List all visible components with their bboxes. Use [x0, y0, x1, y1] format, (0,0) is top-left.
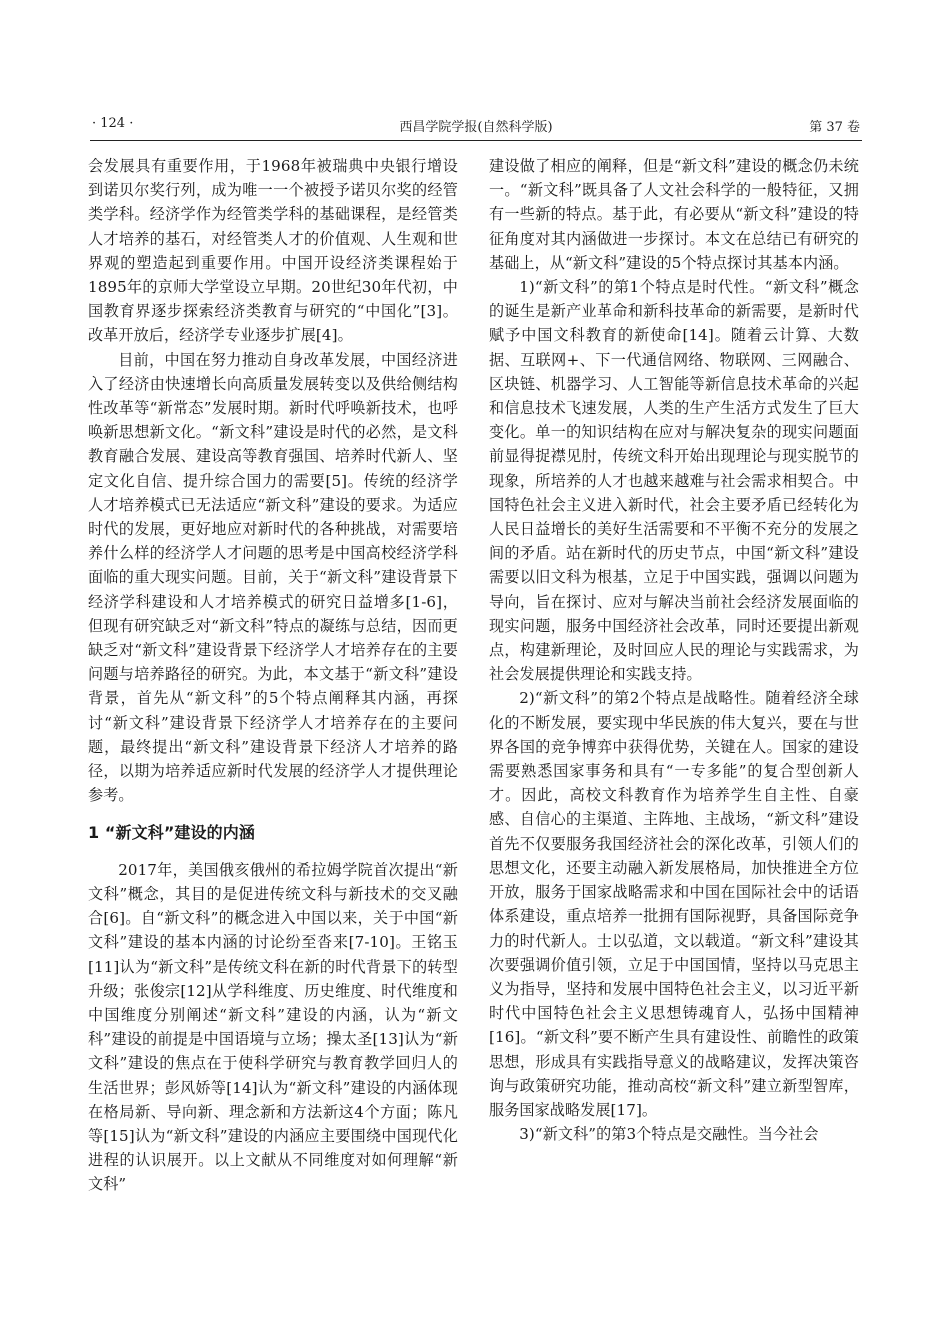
running-header [90, 110, 862, 141]
paragraph: 会发展具有重要作用，于1968年被瑞典中央银行增设到诺贝尔奖行列，成为唯一一个被授予诺贝尔奖的经管类学科。经济学作为经管类学科的基础课程，是经管类人才培养的基石，对经管类人才的价值观、人生观和世界观的塑造起到重要作用。中国开设经济类课程始于1895年的京师大学堂设立早期。20世纪30年代初，中国教育界逐步探索经济类教育与研究的“中国化”[3]。改革开放后，经济学专业逐步扩展[4]。 [88, 157, 458, 345]
paragraph: 建设做了相应的阐释，但是“新文科”建设的概念仍未统一。“新文科”既具备了人文社会科学的一般特征，又拥有一些新的特点。基于此，有必要从“新文科”建设的特征角度对其内涵做进一步探讨。本文在总结已有研究的基础上，从“新文科”建设的5个特点探讨其基本内涵。 [489, 157, 859, 272]
paragraph: 2)“新文科”的第2个特点是战略性。随着经济全球化的不断发展，要实现中华民族的伟大复兴，要在与世界各国的竞争博弈中获得优势，关键在人。国家的建设需要熟悉国家事务和具有“一专多能”的复合型创新人才。因此，高校文科教育作为培养学生自主性、自豪感、自信心的主渠道、主阵地、主战场，“新文科”建设首先不仅要服务我国经济社会的深化改革，引领人们的思想文化，还要主动融入新发展格局，加快推进全方位开放，服务于国家战略需求和中国在国际社会中的话语体系建设，重点培养一批拥有国际视野，具备国际竞争力的时代新人。士以弘道，文以载道。“新文科”建设其次要强调价值引领，立足于中国国情，坚持以马克思主义为指导，坚持和发展中国特色社会主义，以习近平新时代中国特色社会主义思想铸魂育人，弘扬中国精神[16]。“新文科”要不断产生具有建设性、前瞻性的政策思想，形成具有实践指导意义的战略建议，发挥决策咨询与政策研究功能，推动高校“新文科”建立新型智库，服务国家战略发展[17]。 [489, 689, 859, 1119]
paragraph: 3)“新文科”的第3个特点是交融性。当今社会 [519, 1125, 819, 1144]
journal-title: 西昌学院学报(自然科学版) [399, 120, 553, 135]
right-column [489, 154, 859, 1146]
left-column [88, 154, 458, 1197]
paragraph: 1)“新文科”的第1个特点是时代性。“新文科”概念的诞生是新产业革命和新科技革命的新需要，是新时代赋予中国文科教育的新使命[14]。随着云计算、大数据、互联网+、下一代通信网络、物联网、三网融合、区块链、机器学习、人工智能等新信息技术革命的兴起和信息技术飞速发展，人类的生产生活方式发生了巨大变化。单一的知识结构在应对与解决复杂的现实问题面前显得捉襟见肘，传统文科开始出现理论与现实脱节的现象，所培养的人才也越来越难与社会需求相契合。中国特色社会主义进入新时代，社会主要矛盾已经转化为人民日益增长的美好生活需要和不平衡不充分的发展之间的矛盾。站在新时代的历史节点，中国“新文科”建设需要以旧文科为根基，立足于中国实践，强调以问题为导向，旨在探讨、应对与解决当前社会经济发展面临的现实问题，服务中国经济社会改革，同时还要提出新观点，构建新理论，及时回应人民的理论与实践需求，为社会发展提供理论和实践支持。 [489, 278, 859, 684]
section-heading: 1 “新文科”建设的内涵 [88, 823, 255, 843]
volume-number: 第 37 卷 [809, 120, 860, 135]
paragraph: 2017年，美国俄亥俄州的希拉姆学院首次提出“新文科”概念，其目的是促进传统文科与新技术的交叉融合[6]。自“新文科”的概念进入中国以来，关于中国“新文科”建设的基本内涵的讨论纷至沓来[7-10]。王铭玉[11]认为“新文科”是传统文科在新的时代背景下的转型升级；张俊宗[12]从学科维度、历史维度、时代维度和中国维度分别阐述“新文科”建设的内涵，认为“新文科”建设的前提是中国语境与立场；操太圣[13]认为“新文科”建设的焦点在于使科学研究与教育教学回归人的生活世界；彭风娇等[14]认为“新文科”建设的内涵体现在格局新、导向新、理念新和方法新这4个方面；陈凡等[15]认为“新文科”建设的内涵应主要围绕中国现代化进程的认识展开。以上文献从不同维度对如何理解“新文科” [88, 860, 458, 1194]
page-number: · 124 · [92, 116, 134, 131]
paragraph: 目前，中国在努力推动自身改革发展，中国经济进入了经济由快速增长向高质量发展转变以及供给侧结构性改革等“新常态”发展时期。新时代呼唤新技术，也呼唤新思想新文化。“新文科”建设是时代的必然，是文科教育融合发展、建设高等教育强国、培养时代新人、坚定文化自信、提升综合国力的需要[5]。传统的经济学人才培养模式已无法适应“新文科”建设的要求。为适应时代的发展，更好地应对新时代的各种挑战，对需要培养什么样的经济学人才问题的思考是中国高校经济学科面临的重大现实问题。目前，关于“新文科”建设背景下经济学科建设和人才培养模式的研究日益增多[1-6]，但现有研究缺乏对“新文科”特点的凝练与总结，因而更缺乏对“新文科”建设背景下经济学人才培养存在的主要问题与培养路径的研究。为此，本文基于“新文科”建设背景，首先从“新文科”的5个特点阐释其内涵，再探讨“新文科”建设背景下经济学人才培养存在的主要问题，最终提出“新文科”建设背景下经济人才培养的路径，以期为培养适应新时代发展的经济学人才提供理论参考。 [88, 350, 458, 805]
